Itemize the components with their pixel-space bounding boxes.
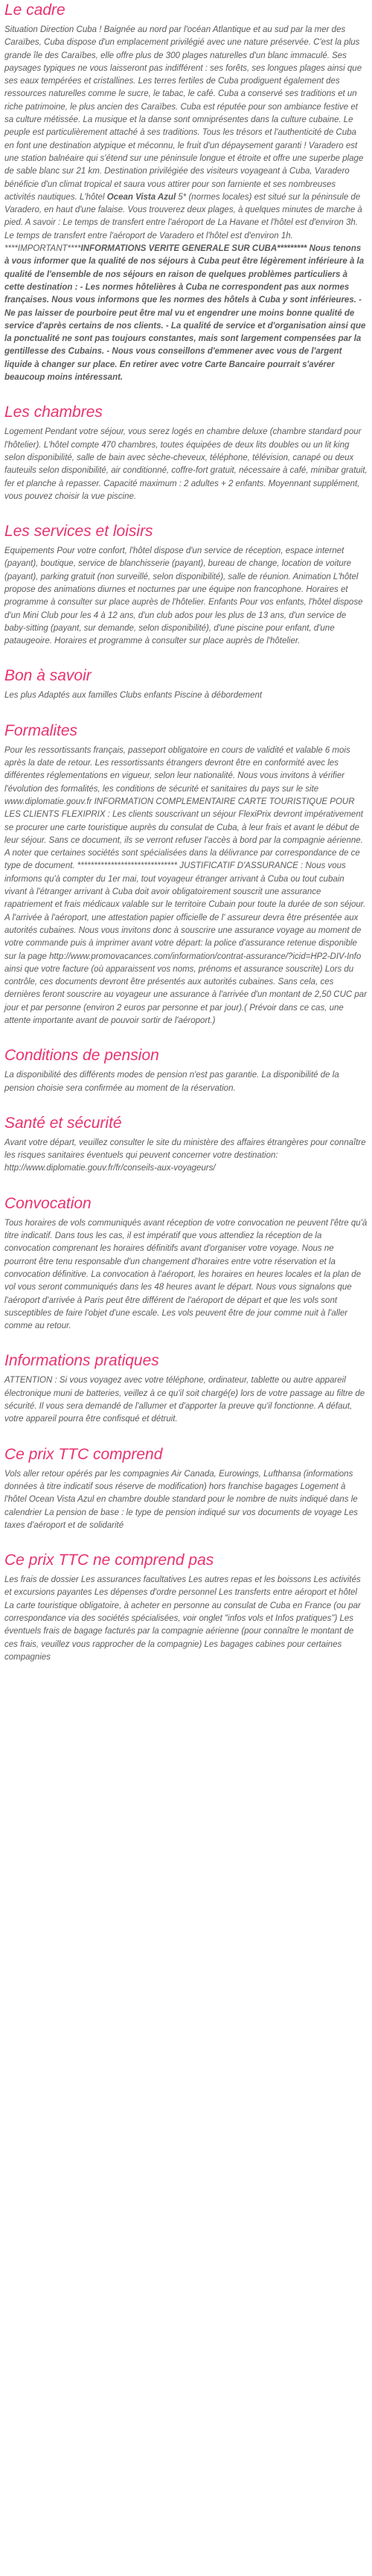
section-body-formalites — [4, 745, 368, 1028]
section-body-prix-comprend — [4, 1468, 368, 1532]
section-title-chambres: Les chambres — [4, 404, 103, 421]
section-body-sante — [4, 1137, 368, 1176]
body-text: Situation Direction Cuba ! Baignée au nord par l'océan Atlantique et au sud par la mer des Caraïbes, Cuba dispose d'un emplacement privilégié avec une nature préservée. C'est la plus grande île des Caraïbes, elle offre plus de 300 plages naturelles d'un blanc immaculé. Ses paysages typiques ne vous laisseront pas indifférent : ses forêts, ses longues plages ainsi que ses eaux tempérées et cristallines. Les terres fertiles de Cuba prodiguent également des ressources naturelles comme le sucre, le tabac, le café. Cuba a conservé ses traditions et un riche patrimoine, le plus ancien des Caraïbes. Cuba est réputée pour son ambiance festive et sa culture métissée. La musique et la danse sont omniprésentes dans la culture cubaine. Le peuple est particulièrement attaché à ses traditions. Tous les trésors et l'authenticité de Cuba en font une destination atypique et méconnu, le fruit d'un dépaysement garanti ! Varadero est une station balnéaire qui s'étend sur une péninsule longue et étroite et offre une superbe plage de sable blanc sur 21 km. Destination privilégiée des visiteurs voyageant à Cuba, Varadero bénéficie d'un climat tropical et saura vous attirer pour son farniente et ses nombreuses activités nautiques. L'hôtel — [4, 25, 364, 202]
section-body-services — [4, 545, 368, 648]
section-prix-comprend — [4, 1446, 368, 1532]
section-chambres — [4, 404, 368, 503]
bold-text: Ocean Vista Azul — [106, 192, 176, 202]
body-text: Avant votre départ, veuillez consulter le site du ministère des affaires étrangères pour connaître les risques sanitaires éventuels qui peuvent concerner votre destination: http://www.diplomatie.gouv.fr/fr/conseils-aux-voyageurs/ — [4, 1138, 366, 1173]
section-formalites — [4, 722, 368, 1028]
body-text: ATTENTION : Si vous voyagez avec votre téléphone, ordinateur, tablette ou autre appareil électronique muni de batteries, veillez à ce qu'il soit chargé(e) lors de votre passage au filtre de sécurité. Il vous sera demandé de l'allumer et d'apporter la preuve qu'il fonctionne. A défaut, votre appareil pourra être confisqué et détruit. — [4, 1376, 365, 1424]
page-content — [4, 1, 368, 1664]
bold-text: INFORMATIONS VERITE GENERALE SUR CUBA********* Nous tenons à vous informer que la qualité de nos séjours à Cuba peut être légèrement inférieure à la qualité de l'ensemble de nos séjours en raison de quelques problèmes particuliers à cette destination : - Les normes hôtelières à Cuba ne correspondent pas aux normes françaises. Nous vous informons que les normes des hôtels à Cuba y sont inférieures. - Ne pas laisser de pourboire peut être mal vu et engendrer une moins bonne qualité de service d'après certains de nos clients. - La qualité de service et d'organisation ainsi que la ponctualité ne sont pas toujours constantes, mais sont largement compensées par la gentillesse des Cubains. - Nous vous conseillons d'emmener avec vous de l'argent liquide à changer sur place. En retirer avec votre Carte Bancaire pourrait s'avérer beaucoup moins intéressant. — [4, 244, 366, 383]
section-title-infos-pratiques: Informations pratiques — [4, 1352, 159, 1370]
section-cadre — [4, 1, 368, 384]
section-body-convocation — [4, 1217, 368, 1333]
section-pension — [4, 1047, 368, 1095]
section-title-pension: Conditions de pension — [4, 1047, 159, 1065]
section-sante — [4, 1115, 368, 1176]
section-title-formalites: Formalites — [4, 721, 78, 739]
section-body-prix-ne-comprend — [4, 1574, 368, 1664]
section-title-sante: Santé et sécurité — [4, 1114, 122, 1132]
body-text: La disponibilité des différents modes de pension n'est pas garantie. La disponibilité de la pension choisie sera confirmée au moment de la réservation. — [4, 1071, 339, 1093]
section-convocation — [4, 1195, 368, 1333]
body-text: Vols aller retour opérés par les compagnies Air Canada, Eurowings, Lufthansa (informations données à titre indicatif sous réserve de modification) hors franchise bagages Logement à l'hôtel Ocean Vista Azul en chambre double standard pour le nombre de nuits indiqué dans le calendrier La pension de base : le type de pension indiqué sur vos documents de voyage Les taxes d'aéroport et de solidarité — [4, 1469, 359, 1530]
section-body-pension — [4, 1069, 368, 1095]
section-services — [4, 523, 368, 648]
section-body-chambres — [4, 426, 368, 503]
body-text: Equipements Pour votre confort, l'hôtel dispose d'un service de réception, espace internet (payant), boutique, service de blanchisserie (payant), bureau de change, location de voiture (payant), parking gratuit (non surveillé, selon disponibilité), salle de réunion. Animation L'hôtel propose des animations diurnes et nocturnes par une équipe non francophone. Horaires et programme à consulter sur place auprès de l'hôtelier. Enfants Pour vos enfants, l'hôtel dispose d'un Mini Club pour les 4 à 12 ans, d'un club ados pour les plus de 13 ans, d'un service de baby-sitting (payant, sur demande, selon disponibilité), d'une piscine pour enfant, d'une pataugeoire. Horaires et programme à consulter sur place auprès de l'hôtelier. — [4, 546, 363, 646]
section-title-bon-savoir: Bon à savoir — [4, 667, 92, 685]
section-prix-ne-comprend — [4, 1552, 368, 1664]
section-title-services: Les services et loisirs — [4, 523, 153, 541]
body-text: 5* (normes locales) est situé sur la péninsule de Varadero, en haut d'une falaise. Vous trouverez deux plages, à quelques minutes de marche à pied. A savoir : Le temps de transfert entre l'aéroport de La Havane et l'hôtel est d'environ 3h. Le temps de transfert entre l'aéroport de Varadero et l'hôtel est d'environ 1h. ****IMPORTANT**** — [4, 192, 362, 254]
section-bon-savoir — [4, 667, 368, 702]
section-title-cadre: Le cadre — [4, 1, 65, 19]
section-body-infos-pratiques — [4, 1374, 368, 1426]
section-title-convocation: Convocation — [4, 1194, 92, 1212]
body-text: Pour les ressortissants français, passeport obligatoire en cours de validité et valable 6 mois après la date de retour. Les ressortissants étrangers devront être en conformité avec les différentes réglementations en vigueur, selon leur nationalité. Nous vous invitons à vérifier l'évolution des formalités, les conditions de sécurité et sanitaires du pays sur le site www.diplomatie.gouv.fr INFORMATION COMPLEMENTAIRE CARTE TOURISTIQUE POUR LES CLIENTS FLEXIPRIX : Les clients souscrivant un séjour FlexiPrix devront impérativement se procurer une carte touristique auprès du consulat de Cuba, à leur frais et avant le début de leur séjour. Sans ce document, ils se verront refuser l'accès à bord par la compagnie aérienne. A noter que certaines sociétés sont spécialisées dans la délivrance par correspondance de ce type de document. ****************************** JUSTIFICATIF D'ASSURANCE : Nous vous informons qu'à compter du 1er mai, tout voyageur étranger arrivant à Cuba ou tout cubain vivant à l'étranger arrivant à Cuba doit avoir obligatoirement souscrit une assurance rapatriement et frais médicaux valable sur le territoire Cubain pour toute la durée de son séjour. A l'arrivée à l'aéroport, une attestation papier officielle de l' assureur devra être présentée aux autorités cubaines. Nous vous invitons donc à souscrire une assurance voyage au moment de votre commande puis à imprimer avant votre départ: la police d'assurance retenue disponible sur la page http://www.promovacances.com/information/contrat-assurance/?icid=HP2-DIV-Info ainsi que votre facture (où apparaissent vos noms, prénoms et assurance souscrite) Lors du contrôle, ces documents devront être présentés aux autorités cubaines. Sans cela, ces dernières feront souscrire au voyageur une assurance à l'arrivée d'un montant de 2,50 CUC par jour et par personne (environ 2 euros par personne et par jour).( Prévoir dans ce cas, une attente importante avant de pouvoir sortir de l'aéroport.) — [4, 745, 368, 1025]
body-text: Tous horaires de vols communiqués avant réception de votre convocation ne peuvent l'être qu'à titre indicatif. Dans tous les cas, il est impératif que vous attendiez la réception de la convocation comprenant les horaires définitifs avant d'organiser votre voyage. Nous ne pourront être tenu responsable d'un changement d'horaires entre votre réservation et la convocation définitive. La convocation à l'aéroport, les horaires en heures locales et la plan de vol vous seront communiqués dans les 48 heures avant le départ. Nous vous signalons que l'aéroport d'arrivée à Paris peut être différent de l'aéroport de départ et que les vols sont susceptibles de faire l'objet d'une escale. Les vols peuvent être de jour comme nuit à l'aller comme au retour. — [4, 1218, 368, 1331]
section-body-bon-savoir — [4, 689, 368, 702]
body-text: Logement Pendant votre séjour, vous serez logés en chambre deluxe (chambre standard pour l'hôtelier). L'hôtel compte 470 chambres, toutes équipées de deux lits doubles ou un lit king selon disponibilité, salle de bain avec sèche-cheveux, téléphone, télévision, canapé ou deux fauteuils selon disponibilité, air conditionné, coffre-fort gratuit, nécessaire à café, minibar gratuit, fer et planche à repasser. Capacité maximum : 2 adultes + 2 enfants. Moyennant supplément, vous pouvez choisir la vue piscine. — [4, 427, 368, 501]
section-body-cadre — [4, 24, 368, 384]
body-text: Les plus Adaptés aux familles Clubs enfants Piscine à débordement — [4, 691, 263, 701]
body-text: Les frais de dossier Les assurances facultatives Les autres repas et les boissons Les activités et excursions payantes Les dépenses d'ordre personnel Les transferts entre aéroport et hôtel La carte touristique obligatoire, à acheter en personne au consulat de Cuba en France (ou par correspondance via des sociétés spécialisées, voir onglet "infos vols et Infos pratiques") Les éventuels frais de bagage facturés par la compagnie aérienne (pour connaître le montant de ces frais, veuillez vous rapprocher de la compagnie) Les bagages cabines pour certaines compagnies — [4, 1575, 361, 1662]
section-title-prix-ne-comprend: Ce prix TTC ne comprend pas — [4, 1552, 214, 1569]
section-title-prix-comprend: Ce prix TTC comprend — [4, 1445, 163, 1463]
section-infos-pratiques — [4, 1352, 368, 1426]
